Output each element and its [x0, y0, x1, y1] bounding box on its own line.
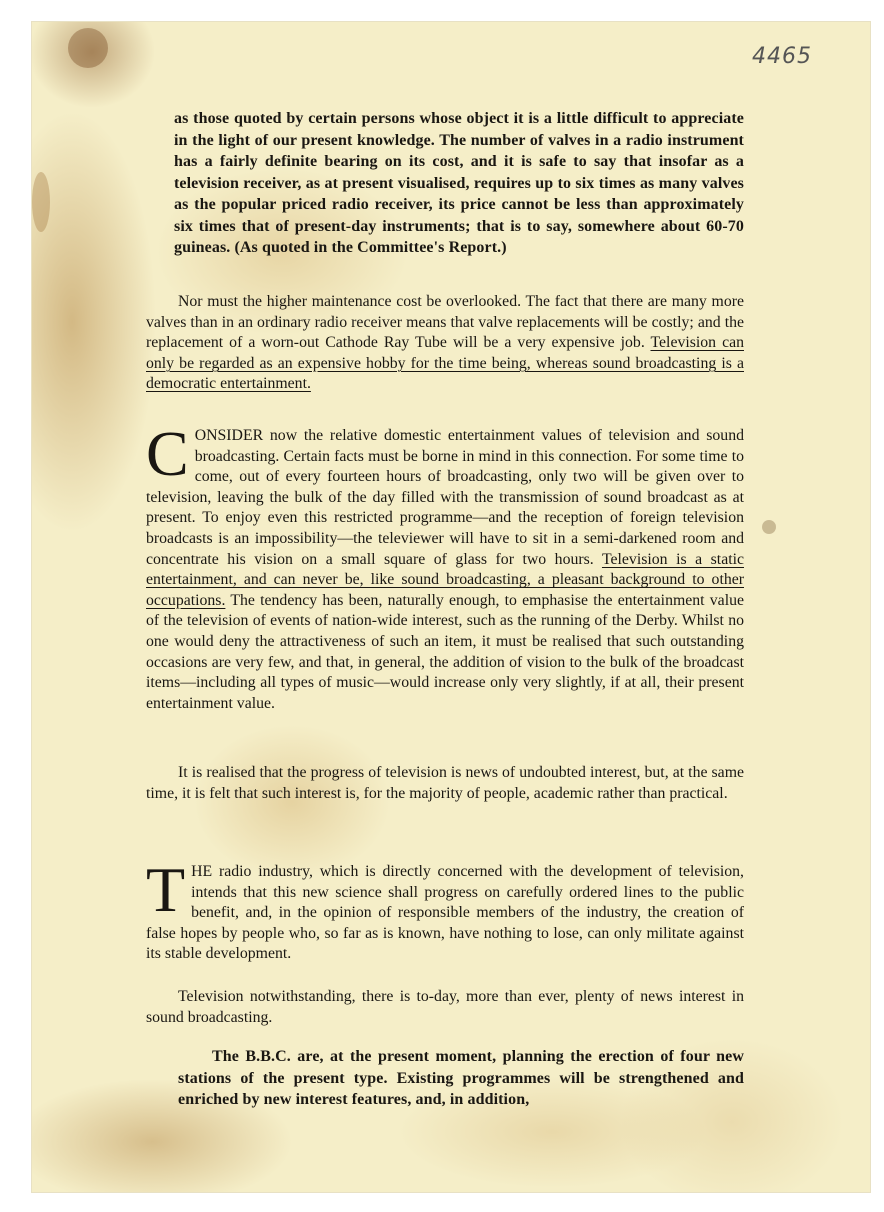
notwithstanding-text: Television notwithstanding, there is to-day, more than ever, plenty of news interest in sound broadcasting.: [146, 988, 744, 1026]
paragraph-maintenance: [146, 292, 744, 395]
maintenance-underlined: Television can only be regarded as an expensive hobby for the time being, whereas sound broadcasting is a democratic entertainment.: [146, 334, 744, 393]
paragraph-notwithstanding: [146, 987, 744, 1028]
industry-text: HE radio industry, which is directly concerned with the development of television, intends that this new science shall progress on carefully ordered lines to the public benefit, and, in the opinion of responsible members of the industry, the creation of false hopes by people who, so far as is known, have nothing to lose, can only militate against its stable development.: [146, 863, 744, 963]
paragraph-industry: [146, 854, 744, 965]
dropcap-t: T: [146, 854, 186, 925]
consider-underlined: Television is a static entertainment, and can never be, like sound broadcasting, a pleasant background to other occupations.: [146, 550, 744, 609]
archive-number: 4465: [752, 44, 812, 69]
progress-text: It is realised that the progress of television is news of undoubted interest, but, at the same time, it is felt that such interest is, for the majority of people, academic rather than practical.: [146, 764, 744, 802]
paragraph-cost: [174, 108, 744, 259]
maintenance-text: Nor must the higher maintenance cost be overlooked. The fact that there are many more valves than in an ordinary radio receiver means that valve replacements will be costly; and the replacement of a worn-out Cathode Ray Tube will be a very expensive job.: [146, 293, 744, 352]
dropcap-c: C: [146, 418, 189, 489]
stain: [68, 28, 108, 68]
paragraph-consider: [146, 418, 744, 714]
paragraph-cost-text: as those quoted by certain persons whose object it is a little difficult to appreciate in the light of our present knowledge. The number of valves in a radio instrument has a fairly definite bearing on its cost, and it is safe to say that insofar as a television receiver, as at present visualised, requires up to six times as many valves as the popular priced radio receiver, its price cannot be less than approximately six times that of present-day instruments; that is to say, somewhere about 60-70 guineas. (As quoted in the Committee's Report.): [174, 110, 744, 256]
consider-text-before: ONSIDER now the relative domestic entertainment values of television and sound broadcasting. Certain facts must be borne in mind in this connection. For some time to come, out of every fourteen hours of broadcasting, only two will be given over to television, leaving the bulk of the day filled with the transmission of sound broadcast as at present. To enjoy even this restricted programme—and the reception of foreign television broadcasts is an impossibility—the televiewer will have to sit in a semi-darkened room and concentrate his vision on a small square of glass for two hours.: [146, 427, 744, 568]
paragraph-bbc: [178, 1046, 744, 1111]
bbc-text: The B.B.C. are, at the present moment, planning the erection of four new stations of the present type. Existing programmes will be strengthened and enriched by new interest features, and, in addition,: [178, 1048, 744, 1108]
stain: [32, 172, 50, 232]
stain: [762, 520, 776, 534]
consider-text-after: The tendency has been, naturally enough, to emphasise the entertainment value of the television of events of nation-wide interest, such as the running of the Derby. Whilst no one would deny the attractiveness of such an item, it must be realised that such outstanding occasions are very few, and that, in general, the addition of vision to the bulk of the broadcast items—including all types of music—would increase only very slightly, if at all, their present entertainment value.: [146, 591, 744, 712]
paragraph-progress: [146, 763, 744, 804]
